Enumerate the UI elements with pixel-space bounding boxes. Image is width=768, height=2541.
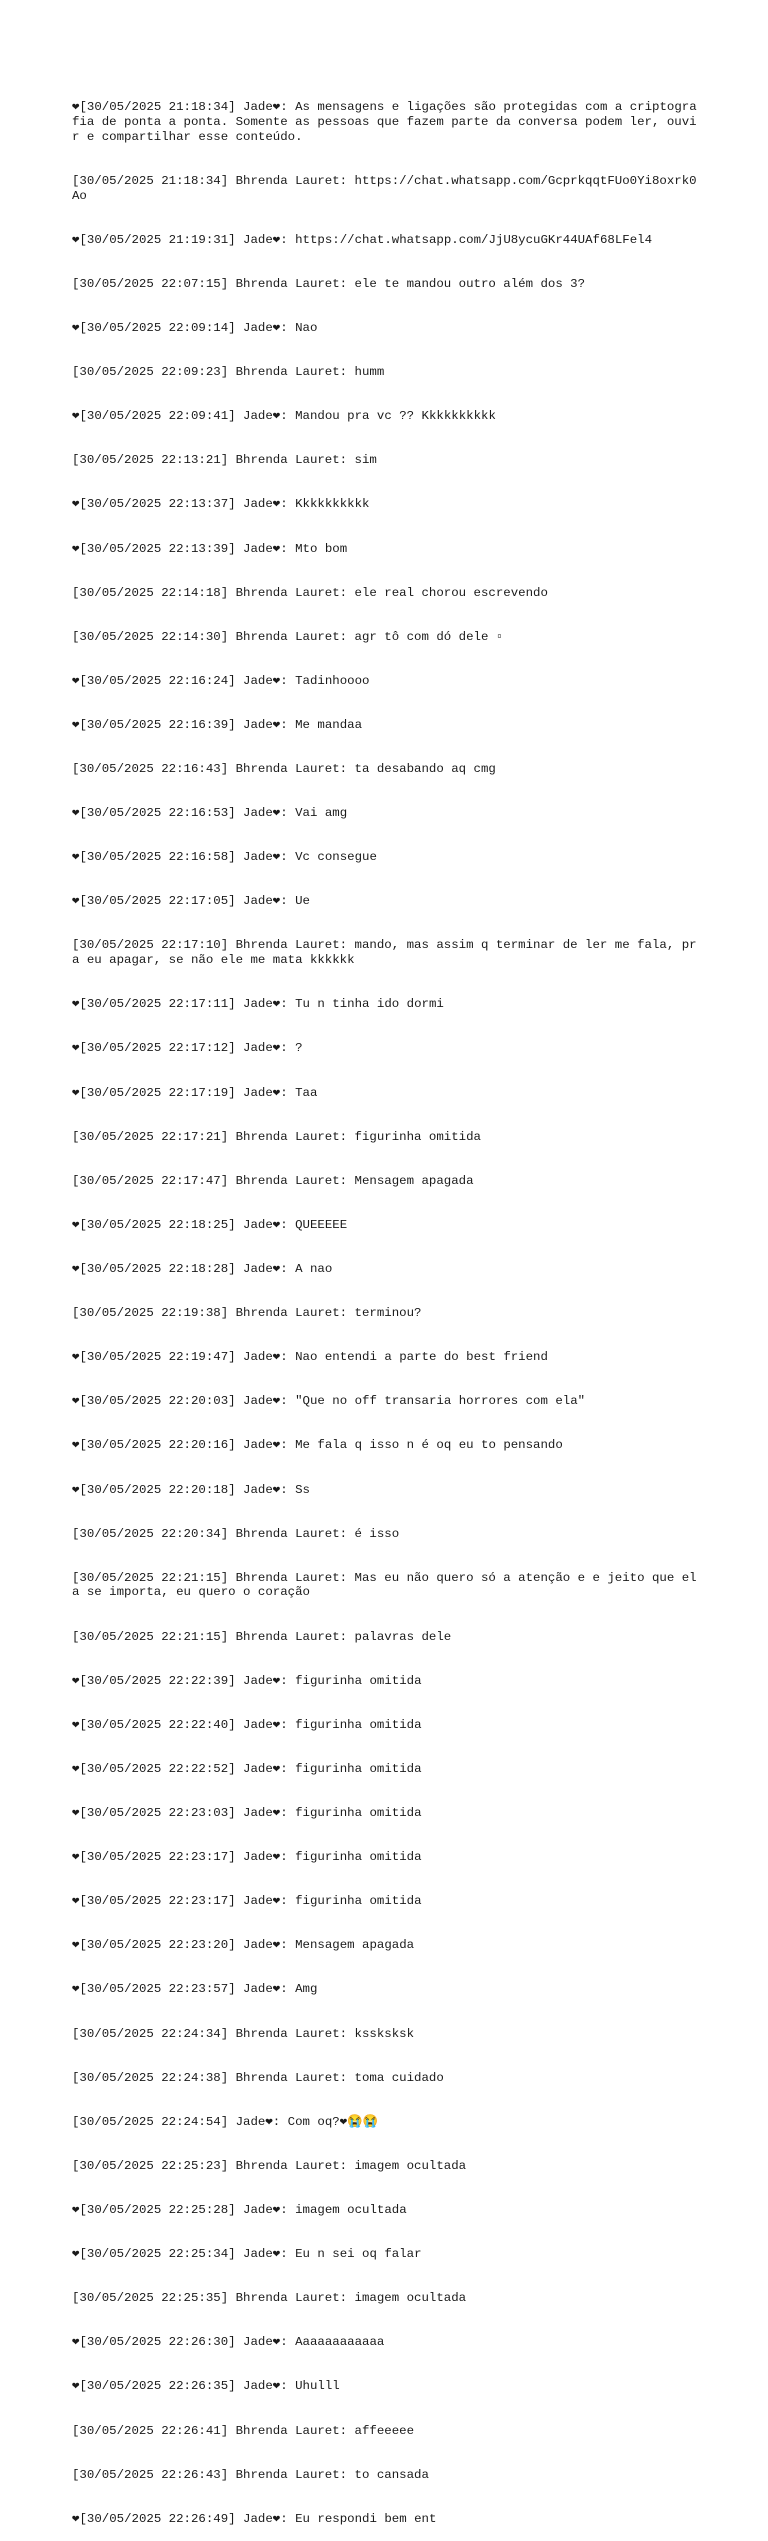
chat-line: ❤[30/05/2025 22:17:11] Jade❤: Tu n tinha ido dormi	[72, 997, 444, 1012]
chat-line: ❤[30/05/2025 22:18:28] Jade❤: A nao	[72, 1261, 333, 1276]
chat-transcript	[72, 71, 702, 2541]
chat-line: ❤[30/05/2025 22:23:17] Jade❤: figurinha omitida	[72, 1850, 422, 1865]
chat-line: [30/05/2025 22:14:30] Bhrenda Lauret: agr tô com dó dele ▫	[72, 629, 504, 644]
chat-line: ❤[30/05/2025 22:22:52] Jade❤: figurinha omitida	[72, 1761, 422, 1776]
chat-line: ❤[30/05/2025 22:26:30] Jade❤: Aaaaaaaaaaaa	[72, 2335, 385, 2350]
chat-line: ❤[30/05/2025 22:09:14] Jade❤: Nao	[72, 320, 318, 335]
chat-line: ❤[30/05/2025 22:20:03] Jade❤: "Que no off transaria horrores com ela"	[72, 1394, 586, 1409]
chat-line: ❤[30/05/2025 22:26:49] Jade❤: Eu respondi bem ent	[72, 2511, 437, 2526]
chat-line: ❤[30/05/2025 21:18:34] Jade❤: As mensagens e ligações são protegidas com a criptografia de ponta a ponta. Somente as pessoas que fazem parte da conversa podem ler, ouvir e compartilhar esse conteúdo.	[72, 100, 697, 144]
chat-line: [30/05/2025 22:19:38] Bhrenda Lauret: terminou?	[72, 1306, 422, 1321]
chat-line: ❤[30/05/2025 22:20:18] Jade❤: Ss	[72, 1482, 310, 1497]
chat-line: ❤[30/05/2025 21:19:31] Jade❤: https://chat.whatsapp.com/JjU8ycuGKr44UAf68LFel4	[72, 232, 653, 247]
chat-line: ❤[30/05/2025 22:17:19] Jade❤: Taa	[72, 1085, 318, 1100]
chat-line: ❤[30/05/2025 22:22:39] Jade❤: figurinha omitida	[72, 1673, 422, 1688]
chat-line: [30/05/2025 22:16:43] Bhrenda Lauret: ta desabando aq cmg	[72, 762, 496, 777]
chat-line: [30/05/2025 22:14:18] Bhrenda Lauret: ele real chorou escrevendo	[72, 585, 548, 600]
chat-line: [30/05/2025 22:26:41] Bhrenda Lauret: affeeeee	[72, 2423, 415, 2438]
chat-line: ❤[30/05/2025 22:17:12] Jade❤: ?	[72, 1041, 303, 1056]
chat-line: ❤[30/05/2025 22:25:28] Jade❤: imagem ocultada	[72, 2202, 407, 2217]
chat-line: [30/05/2025 22:17:10] Bhrenda Lauret: mando, mas assim q terminar de ler me fala, pra eu apagar, se não ele me mata kkkkkk	[72, 938, 697, 968]
chat-line: ❤[30/05/2025 22:16:58] Jade❤: Vc consegue	[72, 850, 377, 865]
chat-line: ❤[30/05/2025 22:16:39] Jade❤: Me mandaa	[72, 717, 363, 732]
chat-line: [30/05/2025 22:09:23] Bhrenda Lauret: humm	[72, 365, 385, 380]
chat-line: ❤[30/05/2025 22:20:16] Jade❤: Me fala q isso n é oq eu to pensando	[72, 1438, 563, 1453]
chat-line: [30/05/2025 22:17:21] Bhrenda Lauret: figurinha omitida	[72, 1129, 481, 1144]
chat-line: [30/05/2025 22:24:34] Bhrenda Lauret: kssksksk	[72, 2026, 415, 2041]
chat-line: [30/05/2025 22:24:54] Jade❤: Com oq?❤😭😭	[72, 2114, 379, 2129]
chat-line: ❤[30/05/2025 22:13:37] Jade❤: Kkkkkkkkkk	[72, 497, 370, 512]
chat-line: ❤[30/05/2025 22:25:34] Jade❤: Eu n sei oq falar	[72, 2247, 422, 2262]
chat-line: ❤[30/05/2025 22:16:53] Jade❤: Vai amg	[72, 806, 348, 821]
chat-line: [30/05/2025 22:26:43] Bhrenda Lauret: to cansada	[72, 2467, 429, 2482]
chat-line: [30/05/2025 22:25:35] Bhrenda Lauret: imagem ocultada	[72, 2291, 467, 2306]
chat-line: [30/05/2025 21:18:34] Bhrenda Lauret: https://chat.whatsapp.com/GcprkqqtFUo0Yi8oxrk0Ao	[72, 173, 697, 203]
chat-line: [30/05/2025 22:17:47] Bhrenda Lauret: Mensagem apagada	[72, 1173, 474, 1188]
chat-line: ❤[30/05/2025 22:13:39] Jade❤: Mto bom	[72, 541, 348, 556]
chat-line: ❤[30/05/2025 22:23:03] Jade❤: figurinha omitida	[72, 1805, 422, 1820]
chat-line: ❤[30/05/2025 22:09:41] Jade❤: Mandou pra vc ?? Kkkkkkkkkk	[72, 409, 496, 424]
chat-line: ❤[30/05/2025 22:19:47] Jade❤: Nao entendi a parte do best friend	[72, 1350, 548, 1365]
chat-line: [30/05/2025 22:13:21] Bhrenda Lauret: sim	[72, 453, 377, 468]
chat-line: ❤[30/05/2025 22:23:17] Jade❤: figurinha omitida	[72, 1894, 422, 1909]
chat-line: [30/05/2025 22:25:23] Bhrenda Lauret: imagem ocultada	[72, 2158, 467, 2173]
chat-line: [30/05/2025 22:20:34] Bhrenda Lauret: é isso	[72, 1526, 400, 1541]
chat-line: ❤[30/05/2025 22:17:05] Jade❤: Ue	[72, 894, 310, 909]
chat-line: ❤[30/05/2025 22:18:25] Jade❤: QUEEEEE	[72, 1217, 348, 1232]
chat-line: [30/05/2025 22:21:15] Bhrenda Lauret: palavras dele	[72, 1629, 452, 1644]
chat-line: ❤[30/05/2025 22:23:57] Jade❤: Amg	[72, 1982, 318, 1997]
chat-line: ❤[30/05/2025 22:23:20] Jade❤: Mensagem apagada	[72, 1938, 415, 1953]
chat-line: ❤[30/05/2025 22:26:35] Jade❤: Uhulll	[72, 2379, 340, 2394]
chat-line: [30/05/2025 22:07:15] Bhrenda Lauret: ele te mandou outro além dos 3?	[72, 276, 586, 291]
chat-line: ❤[30/05/2025 22:16:24] Jade❤: Tadinhoooo	[72, 673, 370, 688]
chat-line: [30/05/2025 22:24:38] Bhrenda Lauret: toma cuidado	[72, 2070, 444, 2085]
chat-line: ❤[30/05/2025 22:22:40] Jade❤: figurinha omitida	[72, 1717, 422, 1732]
chat-line: [30/05/2025 22:21:15] Bhrenda Lauret: Mas eu não quero só a atenção e e jeito que ela se importa, eu quero o coração	[72, 1570, 697, 1600]
